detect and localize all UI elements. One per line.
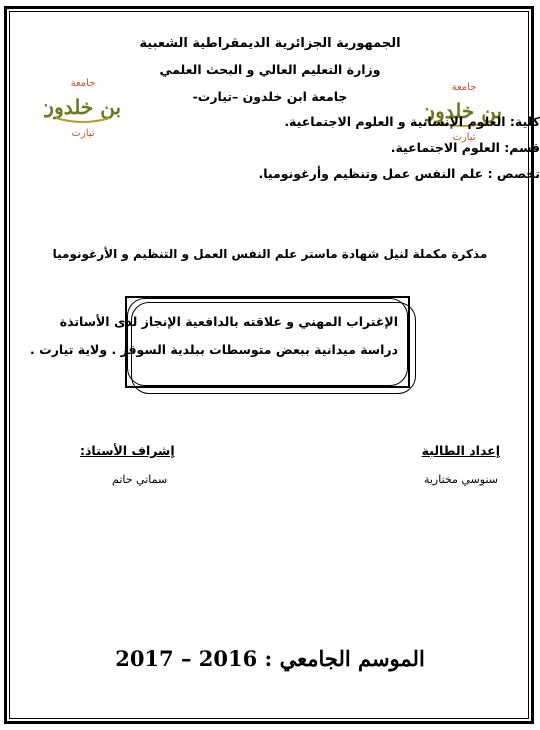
- supervisor-label: إشراف الأستاذ:: [80, 443, 175, 458]
- logo-text-main: بن خلدون: [44, 95, 122, 119]
- university-line: جامعة ابن خلدون –تيارت-: [192, 89, 348, 104]
- thesis-subtitle: دراسة ميدانية ببعض متوسطات ببلدية السوقر . ولاية تيارت .: [30, 342, 398, 357]
- student-label: إعداد الطالبة: [421, 443, 500, 458]
- academic-year: الموسم الجامعي : 2016 – 2017: [115, 646, 425, 671]
- specialty-line: تخصص : علم النفس عمل وتنظيم وأرغونوميا.: [258, 166, 540, 181]
- student-name: سنوسي مختارية: [423, 473, 498, 486]
- faculty-line: كلية: العلوم الإنسانية و العلوم الاجتماعية.: [284, 114, 540, 129]
- department-line: قسم: العلوم الاجتماعية.: [390, 140, 540, 155]
- university-logo-icon: [44, 74, 122, 142]
- logo-text-bottom: تيارت: [71, 128, 95, 139]
- logo-text-top: جامعة: [451, 82, 477, 93]
- memo-line: مذكرة مكملة لنيل شهادة ماستر علم النفس العمل و التنظيم و الأرغونوميا: [52, 247, 488, 261]
- republic-line: الجمهورية الجزائرية الديمقراطية الشعبية: [139, 36, 401, 51]
- university-logo-left: [44, 74, 122, 142]
- ministry-line: وزارة التعليم العالي و البحث العلمي: [159, 62, 381, 77]
- thesis-title: الإغتراب المهني و علاقته بالدافعية الإنجاز لدى الأساتذة: [59, 314, 398, 329]
- thesis-title-box: [30, 296, 410, 388]
- logo-text-bottom: تيارت: [452, 132, 476, 143]
- logo-text-top: جامعة: [70, 78, 96, 89]
- logo-text-main: بن خلدون: [425, 99, 503, 123]
- supervisor-name: سماتي حاتم: [112, 473, 168, 486]
